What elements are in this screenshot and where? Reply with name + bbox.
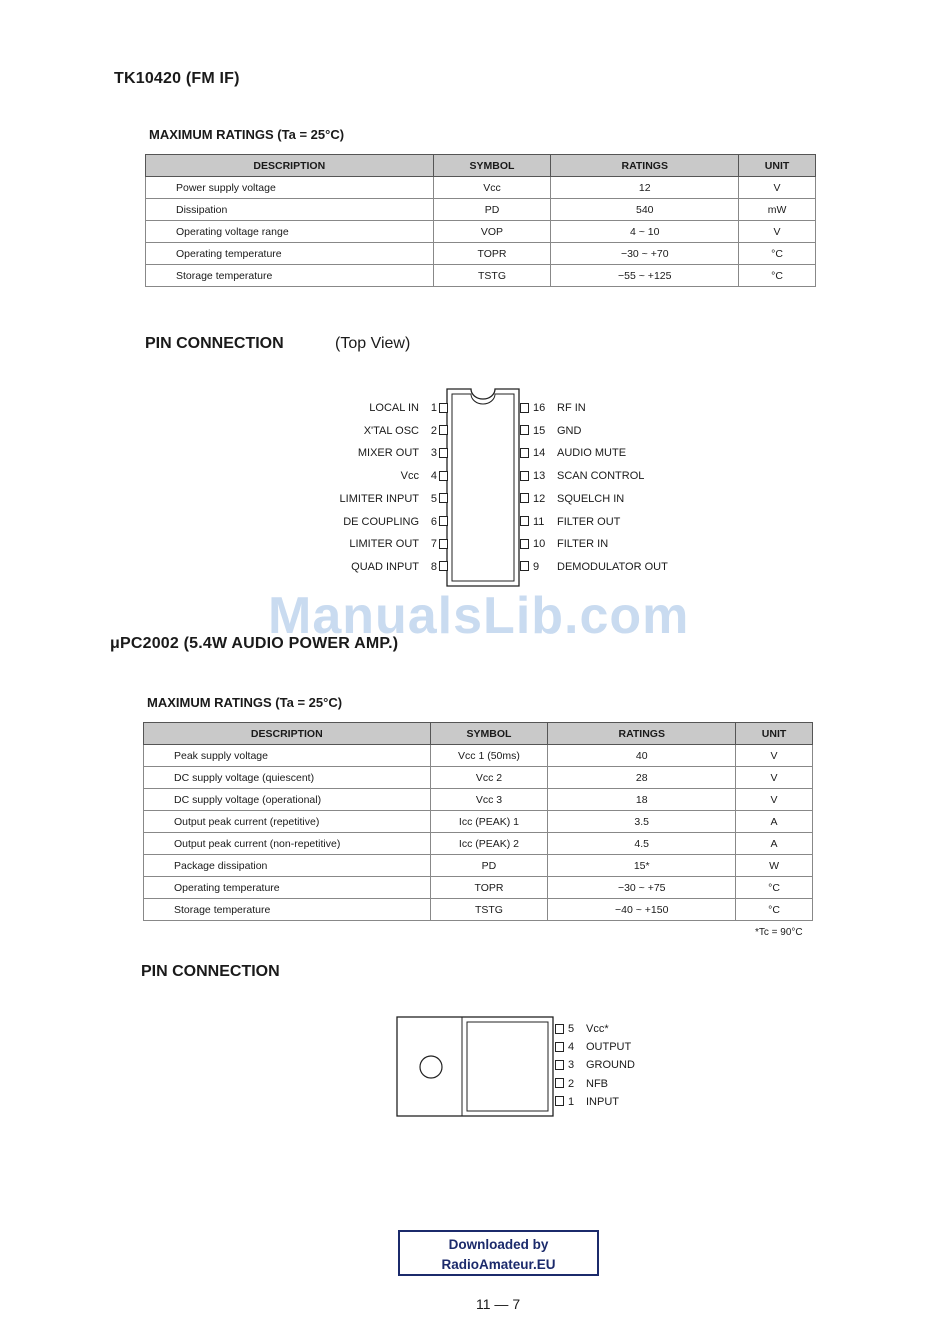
pin-number: 1 [430, 402, 437, 414]
pin-label: FILTER IN [557, 538, 609, 551]
ic1-pin-view: (Top View) [335, 335, 411, 352]
pin-label: QUAD INPUT [351, 560, 419, 573]
cell-rating: 40 [548, 745, 736, 767]
table-row [146, 265, 816, 287]
cell-description: Package dissipation [144, 855, 431, 877]
cell-unit: A [736, 833, 813, 855]
pin-pad [439, 403, 448, 413]
cell-symbol: TOPR [430, 877, 548, 899]
pin-label: GROUND [586, 1059, 635, 1072]
ic1-ratings-table [145, 154, 816, 287]
cell-unit: V [736, 789, 813, 811]
pin-pad [520, 539, 529, 549]
table-row [144, 767, 813, 789]
table-row [144, 877, 813, 899]
watermark: ManualsLib.com [268, 587, 690, 645]
pin-label: LIMITER OUT [349, 538, 419, 551]
cell-description: Output peak current (non-repetitive) [144, 833, 431, 855]
cell-description: Dissipation [146, 199, 434, 221]
cell-symbol: Vcc 2 [430, 767, 548, 789]
table-row [144, 745, 813, 767]
cell-description: Storage temperature [146, 265, 434, 287]
pin-pad [520, 493, 529, 503]
download-line-1: Downloaded by [448, 1237, 549, 1252]
pin-pad [520, 403, 529, 413]
pin-number: 3 [568, 1059, 575, 1072]
pin-pad [555, 1024, 564, 1034]
cell-symbol: TSTG [433, 265, 551, 287]
pin-number: 4 [430, 470, 437, 483]
ic2-footnote: *Tc = 90°C [755, 927, 803, 938]
cell-unit: A [736, 811, 813, 833]
pin-pad [439, 516, 448, 526]
cell-symbol: Vcc 1 (50ms) [430, 745, 548, 767]
pin-label: OUTPUT [586, 1041, 632, 1054]
pin-pad [555, 1078, 564, 1088]
table-row [146, 221, 816, 243]
cell-description: Power supply voltage [146, 177, 434, 199]
download-source-box [398, 1230, 599, 1276]
cell-symbol: TSTG [430, 899, 548, 921]
pin-label: GND [557, 424, 582, 437]
pin-pad [439, 561, 448, 571]
cell-unit: °C [736, 899, 813, 921]
pin-number: 16 [533, 402, 546, 414]
cell-unit: °C [739, 243, 816, 265]
pin-label: FILTER OUT [557, 515, 621, 528]
cell-description: Operating temperature [146, 243, 434, 265]
table-row [144, 899, 813, 921]
cell-rating: −40 ~ +150 [548, 899, 736, 921]
ic2-pin-heading: PIN CONNECTION [141, 963, 280, 980]
cell-rating: −55 ~ +125 [551, 265, 739, 287]
cell-unit: °C [736, 877, 813, 899]
cell-symbol: Vcc [433, 177, 551, 199]
ic1-pin-heading: PIN CONNECTION [145, 335, 284, 352]
cell-rating: 3.5 [548, 811, 736, 833]
table-row [144, 811, 813, 833]
cell-rating: 28 [548, 767, 736, 789]
cell-unit: mW [739, 199, 816, 221]
pin-label: RF IN [557, 402, 586, 414]
pin-number: 14 [533, 447, 546, 460]
cell-symbol: TOPR [433, 243, 551, 265]
table-row [146, 199, 816, 221]
pin-number: 2 [430, 424, 437, 437]
pin-number: 7 [430, 538, 437, 551]
cell-rating: −30 ~ +75 [548, 877, 736, 899]
pin-pad [439, 539, 448, 549]
pin-number: 11 [533, 515, 545, 528]
cell-description: Storage temperature [144, 899, 431, 921]
pin-pad [439, 448, 448, 458]
pin-number: 10 [533, 538, 546, 551]
table-row [146, 243, 816, 265]
cell-rating: 12 [551, 177, 739, 199]
pin-pad [520, 516, 529, 526]
download-line-2: RadioAmateur.EU [441, 1257, 556, 1272]
col-header-description: DESCRIPTION [146, 155, 434, 177]
pin-number: 15 [533, 424, 546, 437]
pin-label: MIXER OUT [357, 447, 419, 460]
cell-description: DC supply voltage (operational) [144, 789, 431, 811]
pin-label: LIMITER INPUT [339, 492, 419, 505]
cell-description: Operating voltage range [146, 221, 434, 243]
cell-unit: W [736, 855, 813, 877]
pin-number: 1 [568, 1095, 575, 1108]
table-row [144, 855, 813, 877]
col-header-unit: UNIT [736, 723, 813, 745]
ic2-ratings-heading: MAXIMUM RATINGS (Ta = 25°C) [147, 695, 343, 710]
cell-rating: 18 [548, 789, 736, 811]
page-number: 11 — 7 [476, 1296, 521, 1312]
pin-label: INPUT [586, 1095, 619, 1108]
pin-number: 12 [533, 492, 546, 505]
pin-label: LOCAL IN [369, 402, 419, 414]
ic1-title: TK10420 (FM IF) [114, 70, 240, 87]
pin-label: SQUELCH IN [557, 492, 625, 505]
cell-unit: V [736, 767, 813, 789]
cell-symbol: VOP [433, 221, 551, 243]
pin-number: 5 [430, 492, 437, 505]
pin-pad [439, 493, 448, 503]
cell-description: Output peak current (repetitive) [144, 811, 431, 833]
cell-symbol: Vcc 3 [430, 789, 548, 811]
pin-number: 4 [568, 1041, 575, 1054]
cell-description: Operating temperature [144, 877, 431, 899]
pin-label: X'TAL OSC [363, 424, 419, 437]
ic1-dip-package [446, 388, 520, 587]
pin-label: Vcc* [586, 1023, 609, 1035]
pin-pad [439, 425, 448, 435]
ic1-ratings-heading: MAXIMUM RATINGS (Ta = 25°C) [149, 127, 345, 142]
pin-number: 2 [568, 1077, 575, 1090]
col-header-symbol: SYMBOL [430, 723, 548, 745]
pin-label: AUDIO MUTE [557, 447, 627, 460]
pin-label: DE COUPLING [343, 515, 419, 528]
pin-number: 6 [430, 515, 437, 528]
cell-rating: 15* [548, 855, 736, 877]
pin-pad [555, 1060, 564, 1070]
cell-unit: V [739, 177, 816, 199]
col-header-symbol: SYMBOL [433, 155, 551, 177]
pin-label: NFB [586, 1077, 608, 1090]
ic2-power-package [396, 1016, 556, 1118]
cell-symbol: PD [433, 199, 551, 221]
pin-pad [555, 1096, 564, 1106]
cell-symbol: PD [430, 855, 548, 877]
cell-description: Peak supply voltage [144, 745, 431, 767]
pin-pad [520, 425, 529, 435]
pin-pad [520, 561, 529, 571]
cell-symbol: Icc (PEAK) 2 [430, 833, 548, 855]
cell-unit: °C [739, 265, 816, 287]
pin-pad [439, 471, 448, 481]
cell-rating: −30 ~ +70 [551, 243, 739, 265]
table-row [144, 789, 813, 811]
col-header-description: DESCRIPTION [144, 723, 431, 745]
cell-rating: 4 ~ 10 [551, 221, 739, 243]
pin-number: 3 [430, 447, 437, 460]
pin-pad [520, 471, 529, 481]
ic2-ratings-table [143, 722, 813, 921]
pin-number: 8 [430, 560, 437, 573]
pin-pad [555, 1042, 564, 1052]
pin-label: SCAN CONTROL [557, 470, 645, 483]
pin-number: 13 [533, 470, 546, 483]
col-header-unit: UNIT [739, 155, 816, 177]
cell-rating: 4.5 [548, 833, 736, 855]
cell-rating: 540 [551, 199, 739, 221]
pin-label: Vcc [400, 470, 419, 483]
ic2-title: μPC2002 (5.4W AUDIO POWER AMP.) [110, 635, 399, 652]
col-header-ratings: RATINGS [551, 155, 739, 177]
pin-number: 5 [568, 1023, 575, 1035]
pin-label: DEMODULATOR OUT [557, 560, 668, 573]
pin-number: 9 [533, 560, 540, 573]
cell-symbol: Icc (PEAK) 1 [430, 811, 548, 833]
table-row [146, 177, 816, 199]
cell-unit: V [739, 221, 816, 243]
cell-unit: V [736, 745, 813, 767]
pin-pad [520, 448, 529, 458]
table-row [144, 833, 813, 855]
cell-description: DC supply voltage (quiescent) [144, 767, 431, 789]
col-header-ratings: RATINGS [548, 723, 736, 745]
